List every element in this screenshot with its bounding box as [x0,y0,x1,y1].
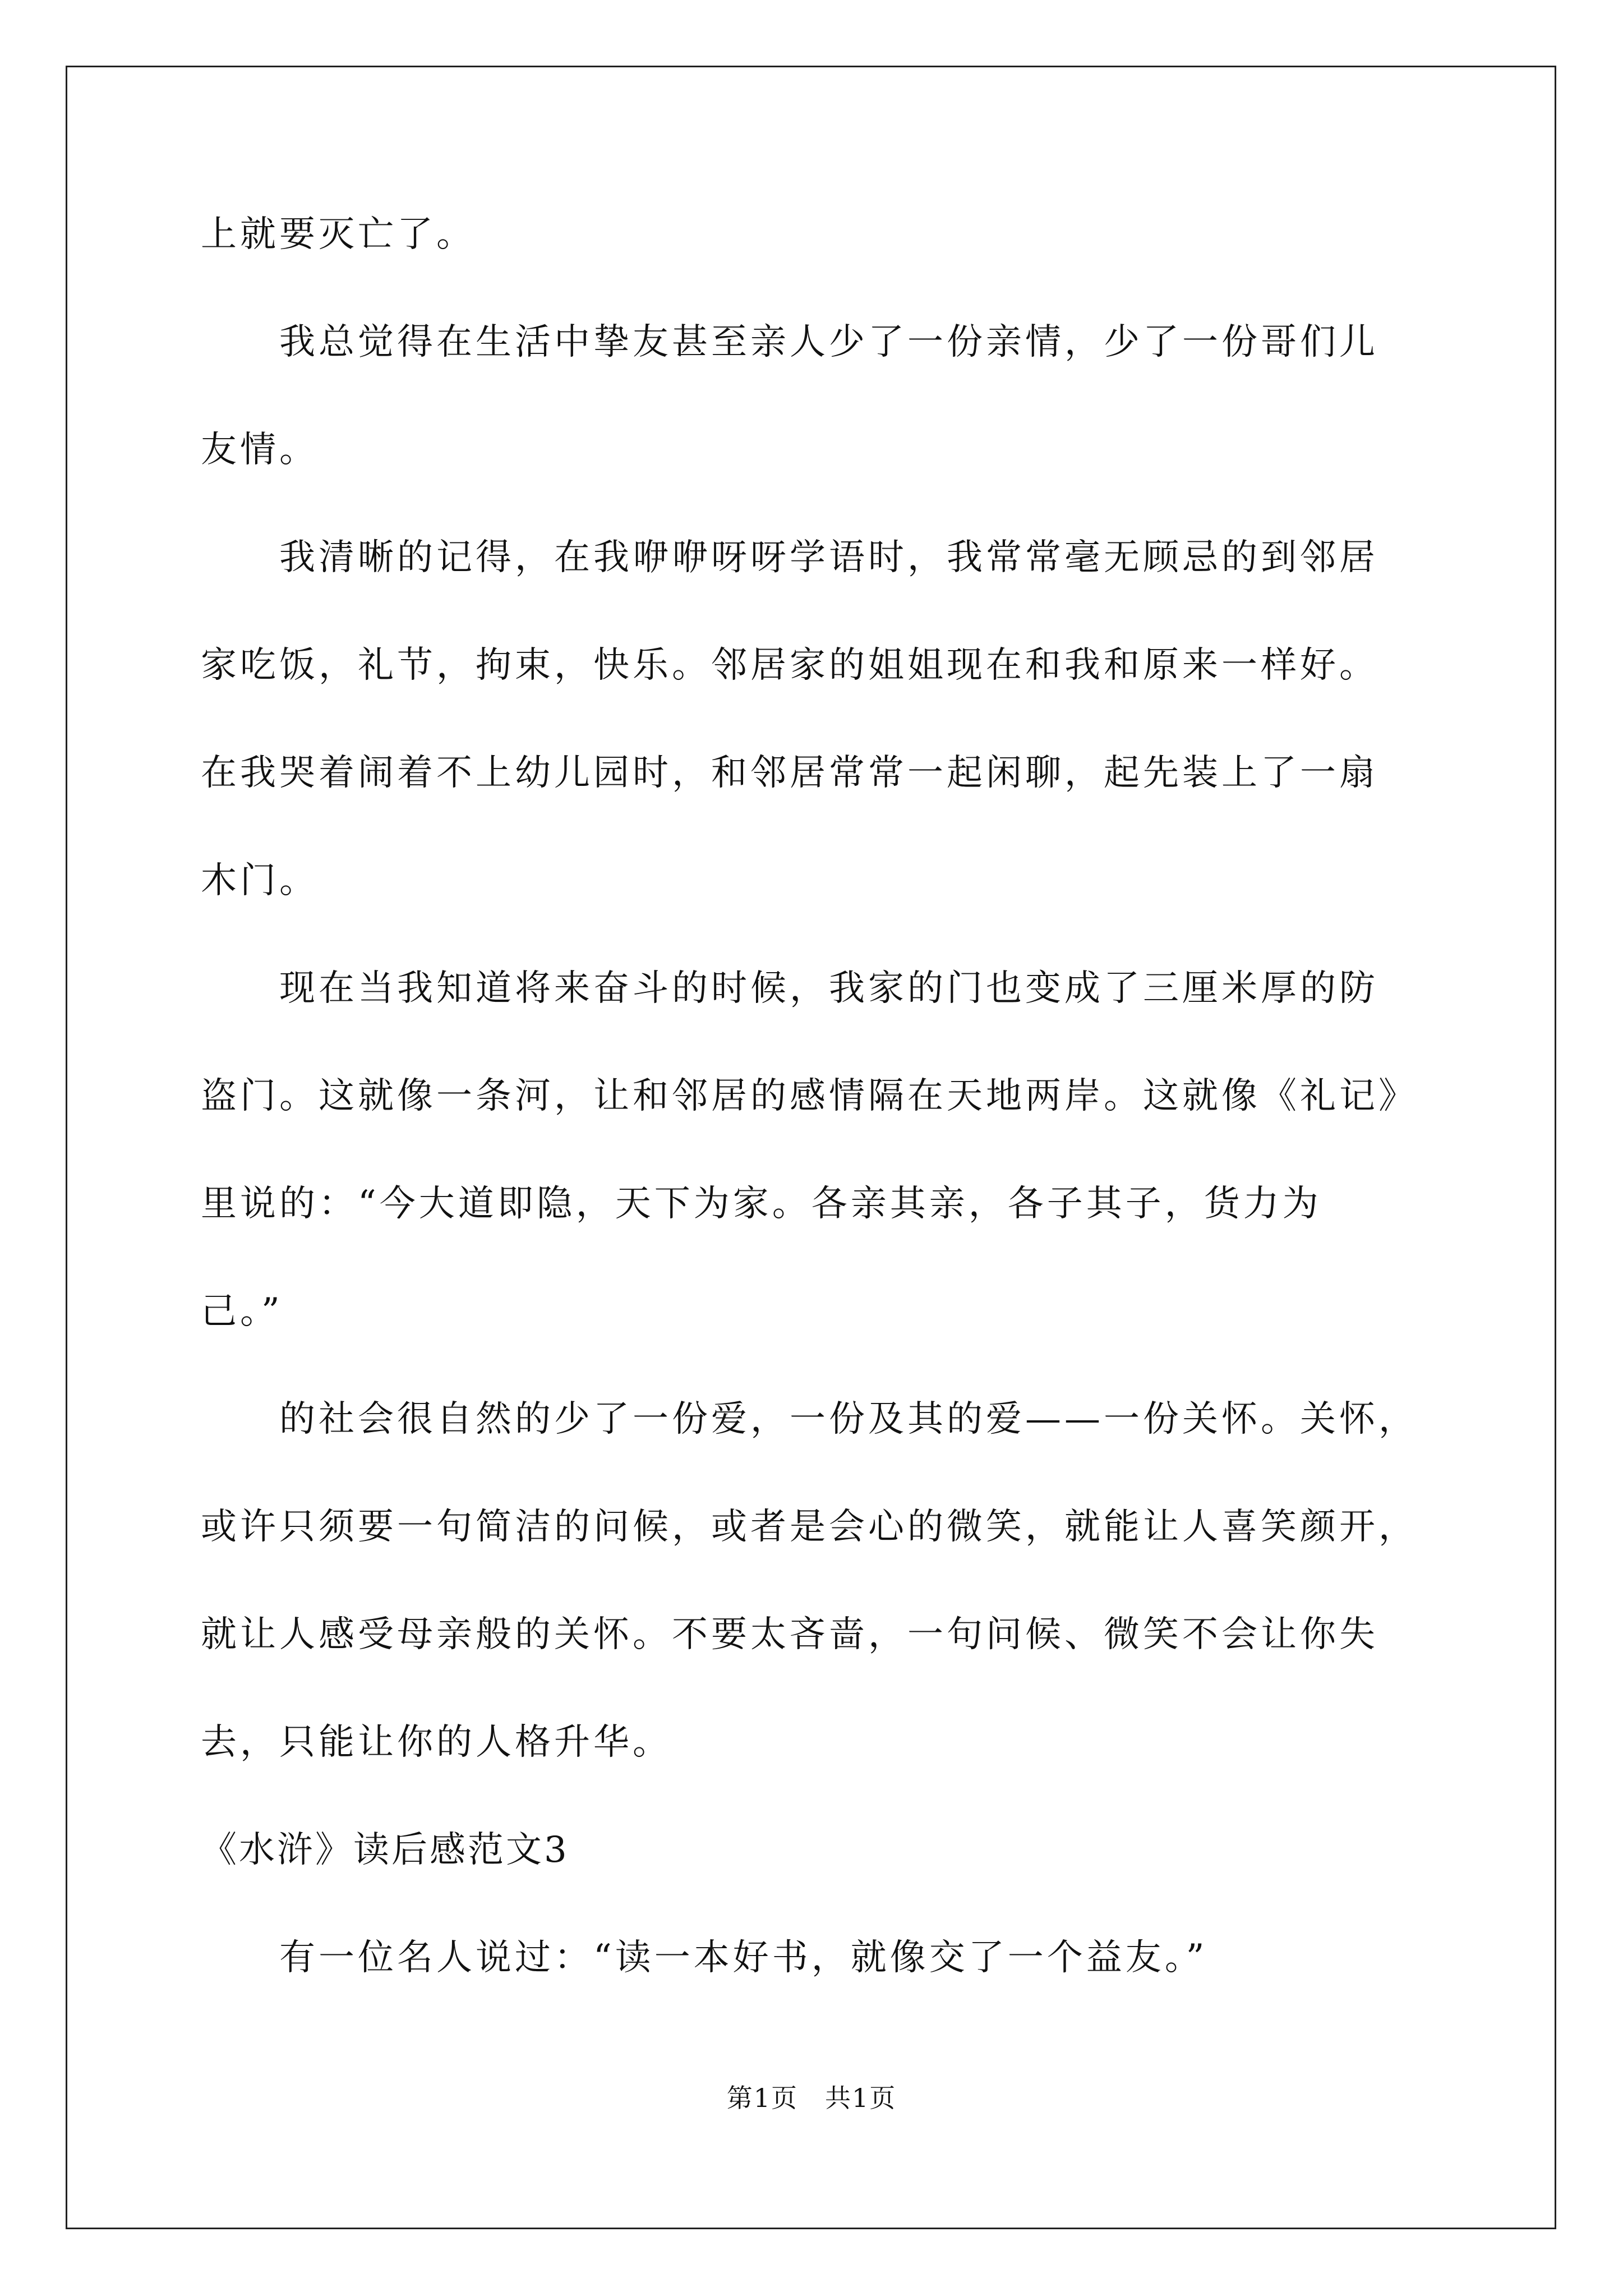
text-line: 去，只能让你的人格升华。 [201,1722,672,1763]
text-line: 的社会很自然的少了一份爱，一份及其的爱——一份关怀。关怀， [279,1398,1418,1440]
page-footer: 第1页 共1页 [726,2083,897,2113]
text-line: 友情。 [201,429,319,471]
text-line: 我总觉得在生活中挚友甚至亲人少了一份亲情，少了一份哥们儿 [279,321,1378,363]
text-line: 木门。 [201,860,319,901]
text-line: 就让人感受母亲般的关怀。不要太吝啬，一句问候、微笑不会让你失 [201,1614,1378,1655]
text-line: 家吃饭，礼节，拘束，快乐。邻居家的姐姐现在和我和原来一样好。 [201,645,1378,686]
text-line: 盗门。这就像一条河，让和邻居的感情隔在天地两岸。这就像《礼记》 [201,1075,1418,1117]
text-line: 里说的：“今大道即隐，天下为家。各亲其亲，各子其子，货力为 [201,1183,1322,1225]
text-line: 或许只须要一句简洁的问候，或者是会心的微笑，就能让人喜笑颜开， [201,1506,1418,1548]
document-body [201,208,1435,2039]
text-line: 我清晰的记得，在我咿咿呀呀学语时，我常常毫无顾忌的到邻居 [279,537,1378,578]
text-line: 有一位名人说过：“读一本好书，就像交了一个益友。” [279,1937,1208,1978]
section-heading: 《水浒》读后感范文3 [201,1829,569,1871]
text-line: 在我哭着闹着不上幼儿园时，和邻居常常一起闲聊，起先装上了一扇 [201,752,1378,794]
text-line: 上就要灭亡了。 [201,214,476,255]
text-line: 现在当我知道将来奋斗的时候，我家的门也变成了三厘米厚的防 [279,968,1378,1009]
text-line: 己。” [201,1291,283,1332]
